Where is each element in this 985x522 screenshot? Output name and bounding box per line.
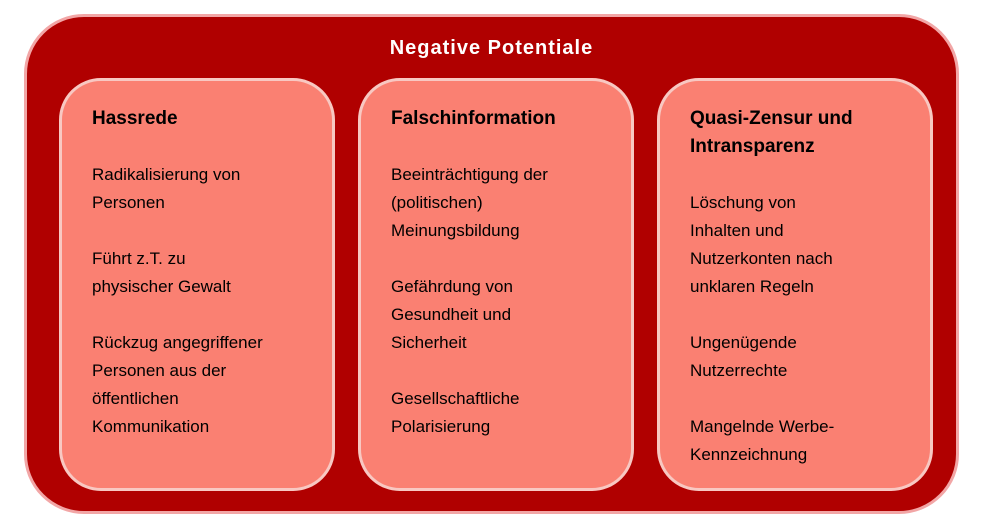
card-item: Gesellschaftliche Polarisierung bbox=[391, 389, 520, 436]
card-item: Radikalisierung von Personen bbox=[92, 165, 241, 212]
card-quasi-zensur bbox=[657, 78, 933, 491]
card-item: Löschung von Inhalten und Nutzerkonten nach unklaren Regeln bbox=[690, 193, 833, 296]
card-falschinformation bbox=[358, 78, 634, 491]
card-item: Rückzug angegriffener Personen aus der öffentlichen Kommunikation bbox=[92, 333, 263, 436]
card-hassrede bbox=[59, 78, 335, 491]
card-heading: Hassrede bbox=[92, 108, 178, 129]
card-item: Beeinträchtigung der (politischen) Meinungsbildung bbox=[391, 165, 548, 240]
card-heading: Falschinformation bbox=[391, 108, 556, 129]
card-item: Gefährdung von Gesundheit und Sicherheit bbox=[391, 277, 513, 352]
card-item: Mangelnde Werbe- Kennzeichnung bbox=[690, 417, 835, 464]
card-item: Ungenügende Nutzerrechte bbox=[690, 333, 797, 380]
diagram-title: Negative Potentiale bbox=[389, 37, 594, 59]
card-heading: Quasi-Zensur und Intransparenz bbox=[690, 108, 853, 157]
outer-container bbox=[24, 14, 959, 514]
card-item: Führt z.T. zu physischer Gewalt bbox=[92, 249, 231, 296]
